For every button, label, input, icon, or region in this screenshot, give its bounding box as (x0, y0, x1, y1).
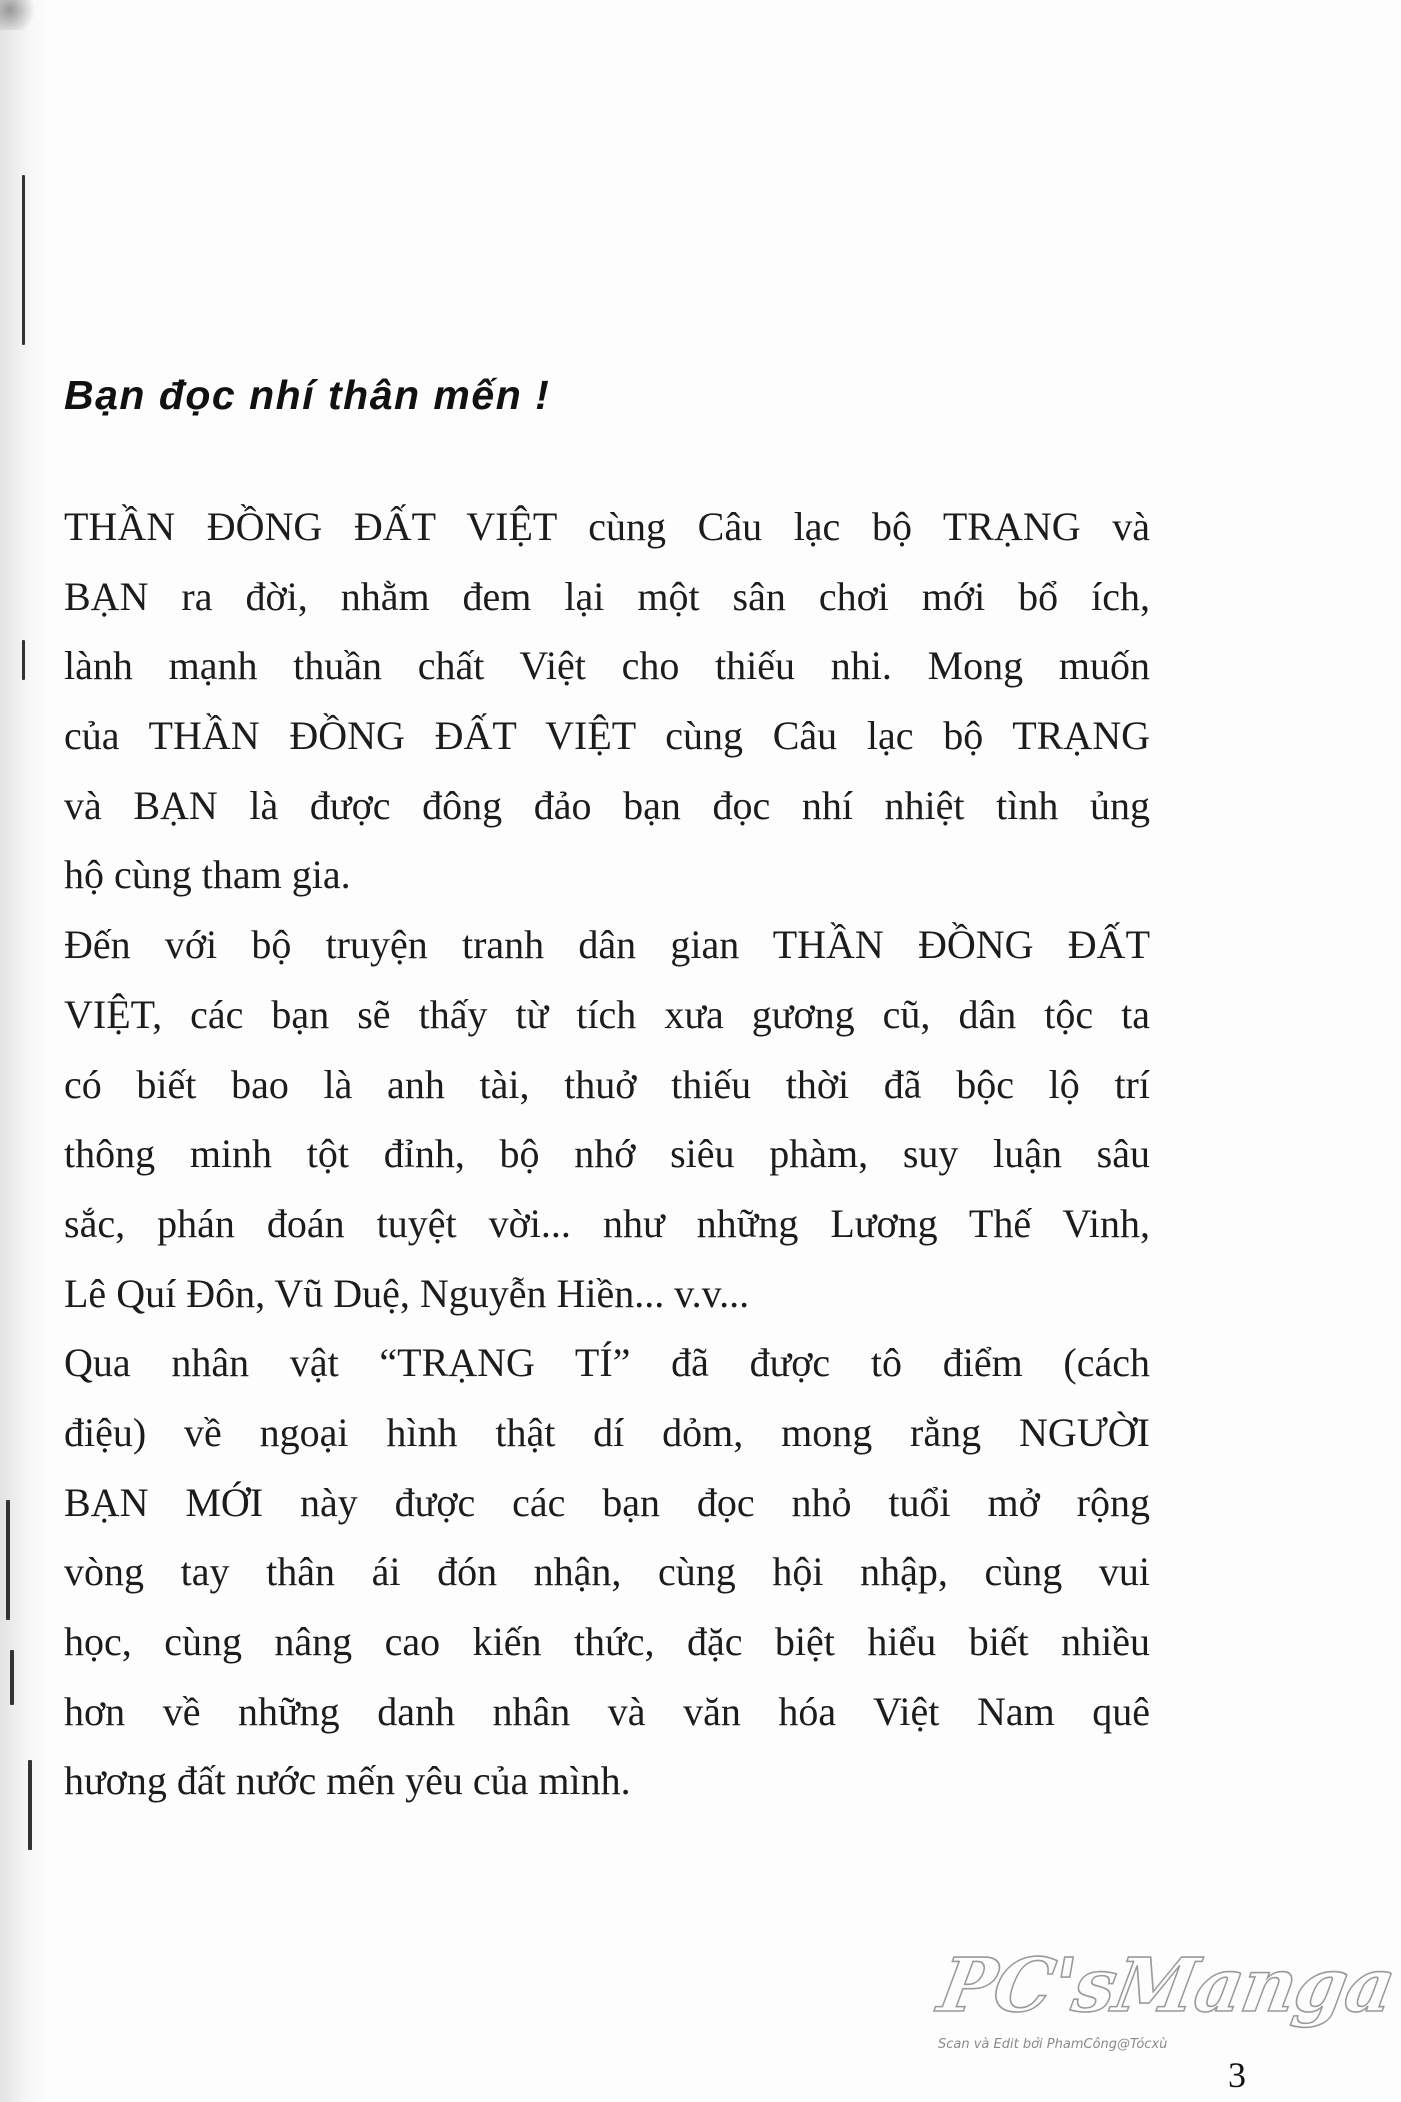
text-line: của THẦN ĐỒNG ĐẤT VIỆT cùng Câu lạc bộ TRẠNG (64, 713, 1150, 759)
text-line: hương đất nước mến yêu của mình. (64, 1758, 631, 1804)
text-line: lành mạnh thuần chất Việt cho thiếu nhi. Mong muốn (64, 643, 1150, 689)
paragraph-2 (64, 910, 1150, 1328)
page-number: 3 (1228, 2055, 1246, 2095)
text-line: hơn về những danh nhân và văn hóa Việt Nam quê (64, 1688, 1150, 1734)
text-line: điệu) về ngoại hình thật dí dỏm, mong rằng NGƯỜI (64, 1409, 1150, 1455)
text-line: BẠN ra đời, nhằm đem lại một sân chơi mới bổ ích, (64, 573, 1150, 619)
text-line: và BẠN là được đông đảo bạn đọc nhí nhiệt tình ủng (64, 782, 1150, 828)
binding-mark (28, 1760, 32, 1850)
text-line: Lê Quí Đôn, Vũ Duệ, Nguyễn Hiền... v.v... (64, 1270, 750, 1316)
text-line: BẠN MỚI này được các bạn đọc nhỏ tuổi mở rộng (64, 1479, 1150, 1525)
text-line: thông minh tột đỉnh, bộ nhớ siêu phàm, suy luận sâu (64, 1131, 1150, 1177)
text-line: học, cùng nâng cao kiến thức, đặc biệt hiểu biết nhiều (64, 1619, 1150, 1664)
binding-mark (6, 1500, 10, 1620)
text-line: hộ cùng tham gia. (64, 852, 351, 898)
binding-mark (22, 175, 25, 345)
binding-mark (22, 640, 25, 680)
paragraph-1 (64, 492, 1150, 910)
text-line: Đến với bộ truyện tranh dân gian THẦN ĐỒNG ĐẤT (64, 922, 1150, 968)
text-line: Qua nhân vật “TRẠNG TÍ” đã được tô điểm (cách (64, 1340, 1150, 1386)
text-line: sắc, phán đoán tuyệt vời... như những Lương Thế Vinh, (64, 1200, 1150, 1246)
scanlator-watermark (920, 1935, 1401, 2075)
binding-mark (10, 1650, 14, 1705)
page-heading: Bạn đọc nhí thân mến ! (64, 372, 551, 418)
watermark-credit: Scan và Edit bởi PhamCông@Tócxù (938, 2037, 1168, 2052)
text-line: VIỆT, các bạn sẽ thấy từ tích xưa gương cũ, dân tộc ta (64, 991, 1150, 1037)
body-text (64, 492, 1150, 1816)
page-edge-shadow (0, 0, 52, 2102)
paragraph-3 (64, 1328, 1150, 1816)
text-line: vòng tay thân ái đón nhận, cùng hội nhập, cùng vui (64, 1549, 1150, 1595)
watermark-logo: PC'sManga (932, 1943, 1401, 2029)
text-line: có biết bao là anh tài, thuở thiếu thời đã bộc lộ trí (64, 1061, 1150, 1107)
corner-speck (0, 0, 40, 30)
text-line: THẦN ĐỒNG ĐẤT VIỆT cùng Câu lạc bộ TRẠNG và (64, 504, 1150, 549)
